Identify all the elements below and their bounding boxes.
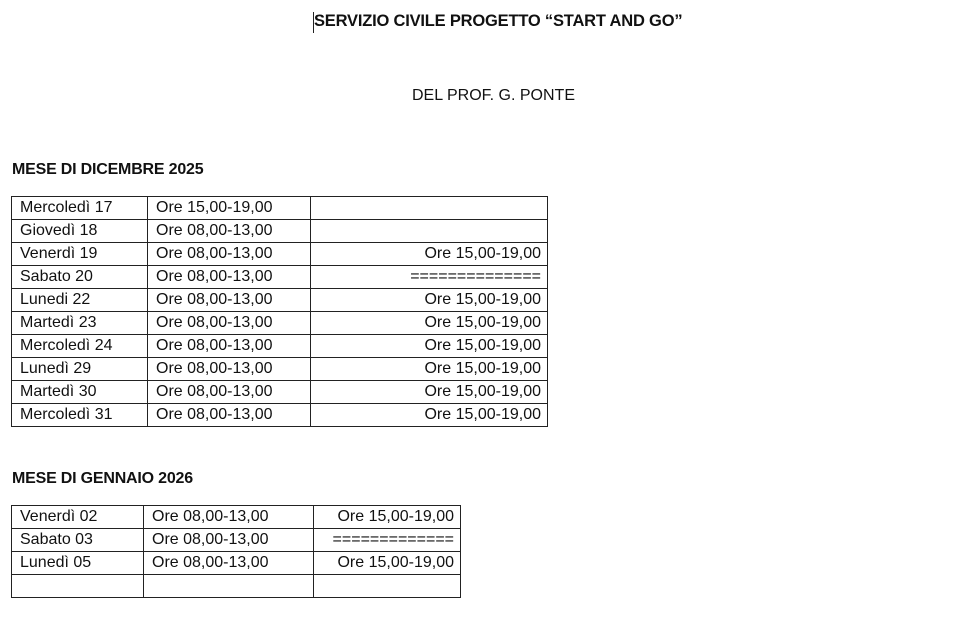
day-cell: Sabato 03 — [12, 529, 144, 552]
day-cell — [12, 575, 144, 598]
afternoon-hours-cell — [311, 197, 548, 220]
morning-hours-cell: Ore 08,00-13,00 — [148, 243, 311, 266]
afternoon-hours-cell: Ore 15,00-19,00 — [314, 506, 461, 529]
table-row — [12, 243, 548, 266]
afternoon-hours-cell: Ore 15,00-19,00 — [311, 335, 548, 358]
afternoon-hours-cell: Ore 15,00-19,00 — [311, 358, 548, 381]
morning-hours-cell: Ore 08,00-13,00 — [148, 220, 311, 243]
day-cell: Venerdì 19 — [12, 243, 148, 266]
day-cell: Sabato 20 — [12, 266, 148, 289]
day-cell: Lunedì 05 — [12, 552, 144, 575]
day-cell: Martedì 30 — [12, 381, 148, 404]
table-row — [12, 266, 548, 289]
table-row — [12, 289, 548, 312]
table-row — [12, 404, 548, 427]
afternoon-hours-cell — [311, 220, 548, 243]
afternoon-hours-cell: Ore 15,00-19,00 — [311, 312, 548, 335]
document-title: SERVIZIO CIVILE PROGETTO “START AND GO” — [314, 12, 683, 30]
afternoon-hours-cell: ============= — [314, 529, 461, 552]
afternoon-hours-cell — [314, 575, 461, 598]
morning-hours-cell — [144, 575, 314, 598]
morning-hours-cell: Ore 08,00-13,00 — [148, 335, 311, 358]
afternoon-hours-cell: Ore 15,00-19,00 — [314, 552, 461, 575]
section-heading-december: MESE DI DICEMBRE 2025 — [12, 161, 204, 178]
afternoon-hours-cell: Ore 15,00-19,00 — [311, 289, 548, 312]
day-cell: Martedì 23 — [12, 312, 148, 335]
afternoon-hours-cell: ============== — [311, 266, 548, 289]
table-row — [12, 358, 548, 381]
day-cell: Giovedì 18 — [12, 220, 148, 243]
morning-hours-cell: Ore 08,00-13,00 — [144, 552, 314, 575]
schedule-table-january — [11, 505, 461, 598]
table-row — [12, 575, 461, 598]
morning-hours-cell: Ore 08,00-13,00 — [148, 312, 311, 335]
table-row — [12, 381, 548, 404]
table-row — [12, 335, 548, 358]
table-row — [12, 552, 461, 575]
morning-hours-cell: Ore 08,00-13,00 — [144, 529, 314, 552]
morning-hours-cell: Ore 08,00-13,00 — [148, 266, 311, 289]
table-row — [12, 197, 548, 220]
afternoon-hours-cell: Ore 15,00-19,00 — [311, 381, 548, 404]
day-cell: Mercoledì 24 — [12, 335, 148, 358]
day-cell: Venerdì 02 — [12, 506, 144, 529]
day-cell: Mercoledì 31 — [12, 404, 148, 427]
document-subtitle: DEL PROF. G. PONTE — [412, 87, 575, 104]
day-cell: Mercoledì 17 — [12, 197, 148, 220]
day-cell: Lunedi 22 — [12, 289, 148, 312]
afternoon-hours-cell: Ore 15,00-19,00 — [311, 243, 548, 266]
day-cell: Lunedì 29 — [12, 358, 148, 381]
table-row — [12, 529, 461, 552]
morning-hours-cell: Ore 08,00-13,00 — [148, 358, 311, 381]
morning-hours-cell: Ore 08,00-13,00 — [148, 289, 311, 312]
table-row — [12, 312, 548, 335]
section-heading-january: MESE DI GENNAIO 2026 — [12, 470, 193, 487]
morning-hours-cell: Ore 15,00-19,00 — [148, 197, 311, 220]
morning-hours-cell: Ore 08,00-13,00 — [148, 381, 311, 404]
schedule-table-december — [11, 196, 548, 427]
afternoon-hours-cell: Ore 15,00-19,00 — [311, 404, 548, 427]
morning-hours-cell: Ore 08,00-13,00 — [144, 506, 314, 529]
table-row — [12, 506, 461, 529]
table-row — [12, 220, 548, 243]
morning-hours-cell: Ore 08,00-13,00 — [148, 404, 311, 427]
